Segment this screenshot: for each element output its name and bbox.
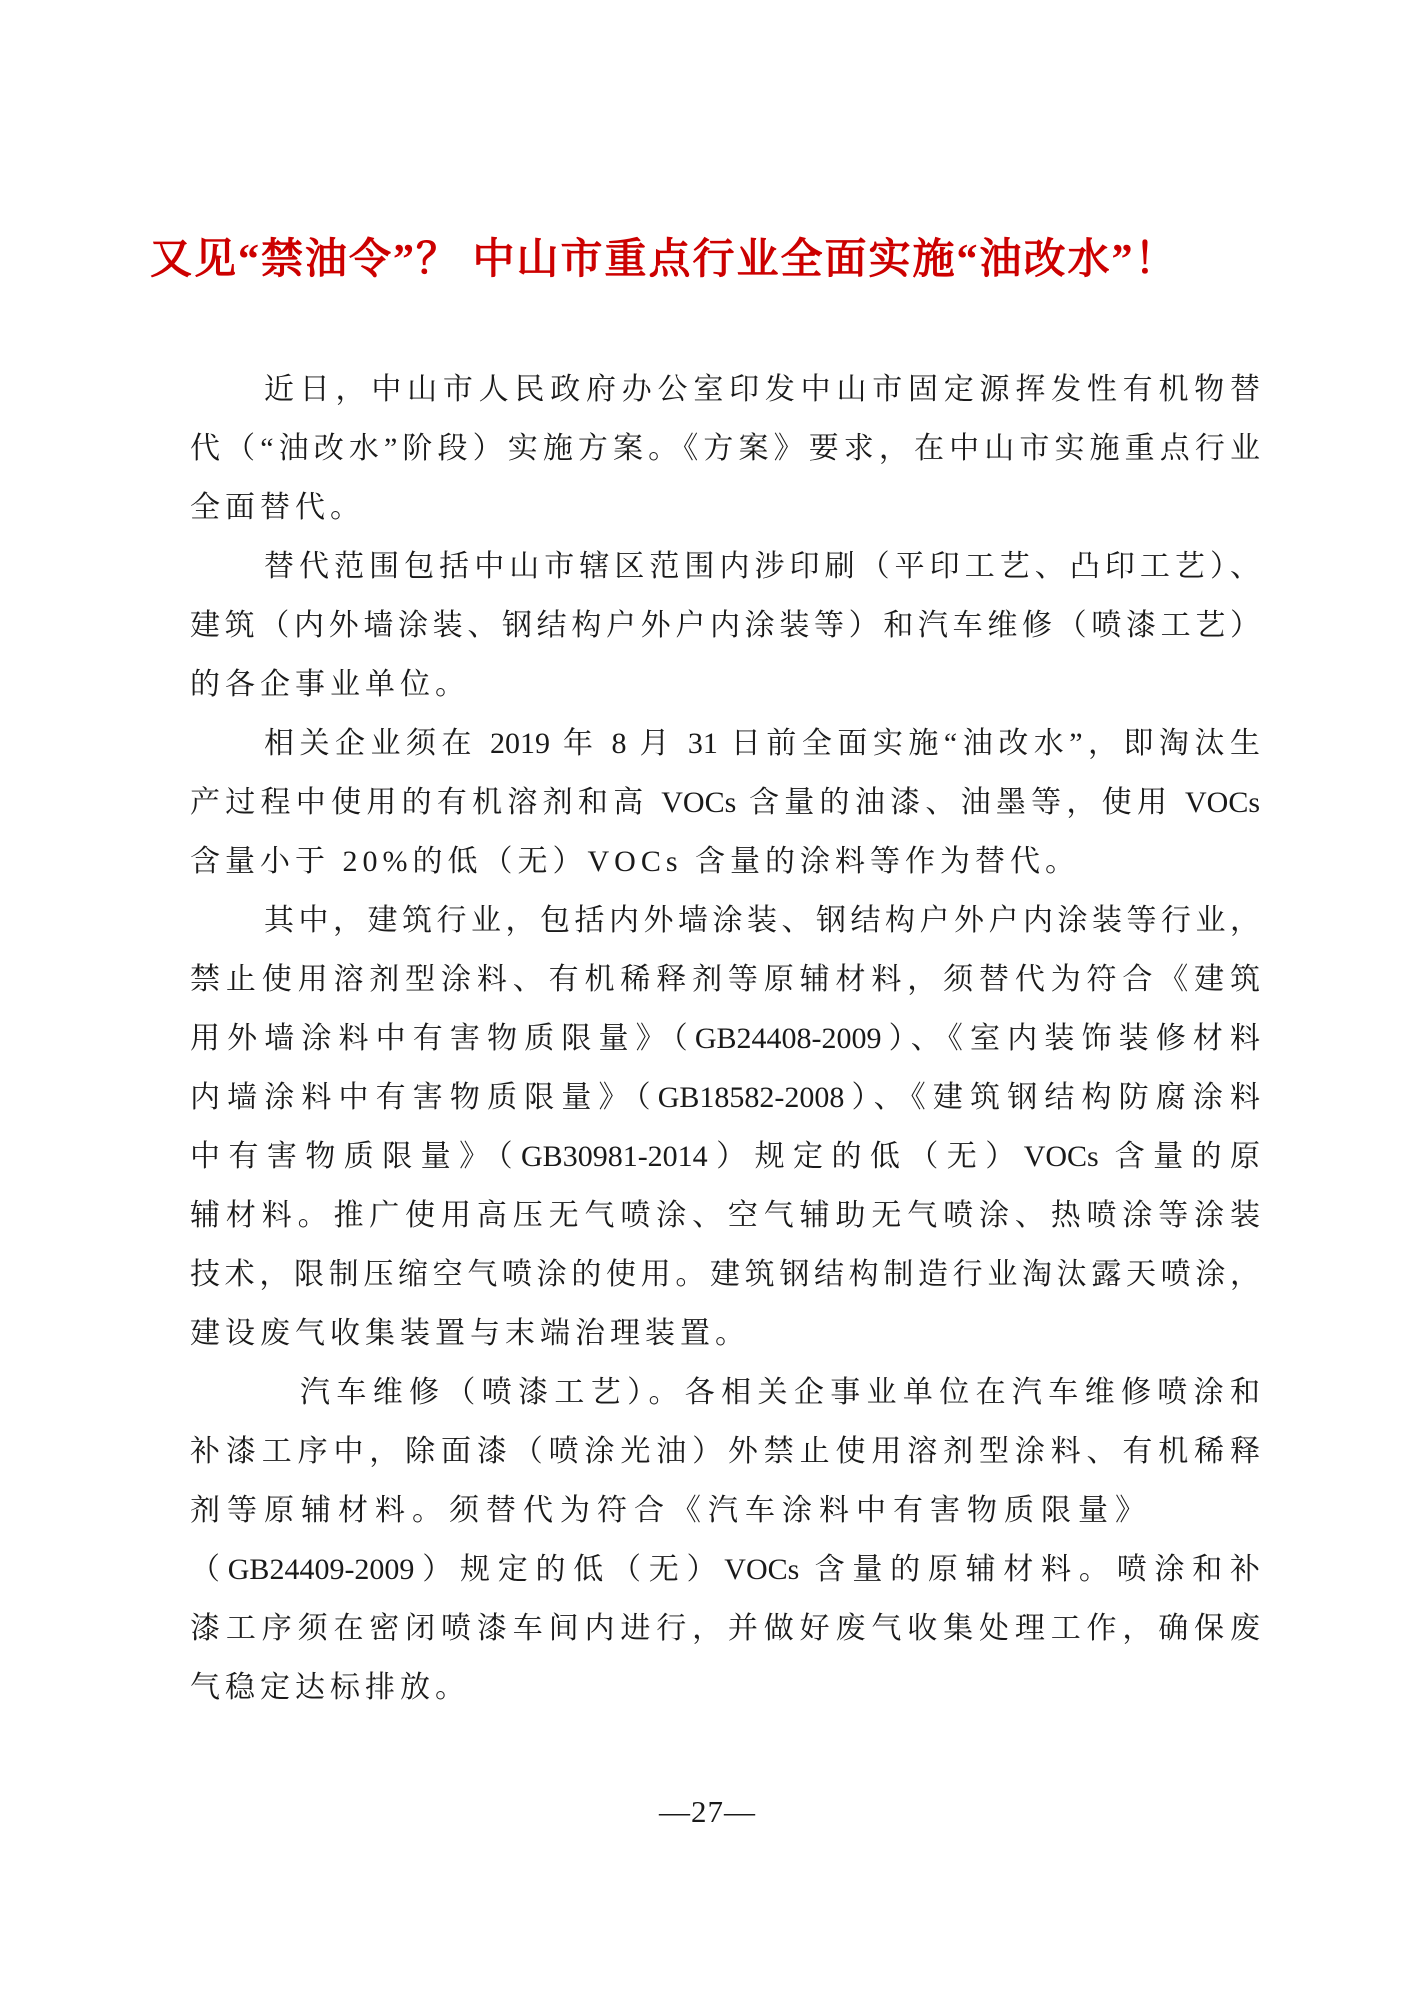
text-line: 的各企事业单位。 [190,668,470,701]
text-line: 补漆工序中，除面漆（喷涂光油）外禁止使用溶剂型涂料、有机稀释 [190,1435,1260,1468]
text-line: 近日，中山市人民政府办公室印发中山市固定源挥发性有机物替 [264,373,1260,406]
text-line: 产过程中使用的有机溶剂和高 VOCs 含量的油漆、油墨等，使用 VOCs [190,786,1260,819]
text-line: 其中，建筑行业，包括内外墙涂装、钢结构户外户内涂装等行业， [264,904,1260,937]
text-line: 辅材料。推广使用高压无气喷涂、空气辅助无气喷涂、热喷涂等涂装 [190,1199,1260,1232]
text-line: 相关企业须在 2019 年 8 月 31 日前全面实施“油改水”，即淘汰生 [264,727,1260,760]
article-body [190,360,1260,1717]
paragraph [190,537,1260,714]
page-title: 又见“禁油令”？ 中山市重点行业全面实施“油改水”！ [150,237,1179,283]
text-line: 气稳定达标排放。 [190,1671,470,1704]
text-line: 用外墙涂料中有害物质限量》（GB24408-2009）、《室内装饰装修材料 [190,1022,1260,1055]
paragraph [190,714,1260,891]
text-line: 中有害物质限量》（GB30981-2014）规定的低（无）VOCs 含量的原 [190,1140,1260,1173]
text-line: 汽车维修（喷漆工艺）。各相关企事业单位在汽车维修喷涂和 [300,1376,1260,1409]
text-line: 内墙涂料中有害物质限量》（GB18582-2008）、《建筑钢结构防腐涂料 [190,1081,1260,1114]
page-number: —27— [659,1794,756,1829]
text-line: 建筑（内外墙涂装、钢结构户外户内涂装等）和汽车维修（喷漆工艺） [190,609,1260,642]
text-line: 禁止使用溶剂型涂料、有机稀释剂等原辅材料，须替代为符合《建筑 [190,963,1260,996]
paragraph [190,1363,1260,1717]
text-line: 全面替代。 [190,491,365,524]
text-line: 含量小于 20%的低（无）VOCs 含量的涂料等作为替代。 [190,845,1081,878]
text-line: 漆工序须在密闭喷漆车间内进行，并做好废气收集处理工作，确保废 [190,1612,1260,1645]
paragraph [190,891,1260,1363]
text-line: 剂等原辅材料。须替代为符合《汽车涂料中有害物质限量》 [190,1494,1152,1527]
text-line: （GB24409-2009）规定的低（无）VOCs 含量的原辅材料。喷涂和补 [190,1553,1260,1586]
text-line: 代（“油改水”阶段）实施方案。《方案》要求，在中山市实施重点行业 [190,432,1260,465]
text-line: 替代范围包括中山市辖区范围内涉印刷（平印工艺、凸印工艺）、 [264,550,1260,583]
text-line: 建设废气收集装置与末端治理装置。 [190,1317,750,1350]
paragraph [190,360,1260,537]
text-line: 技术，限制压缩空气喷涂的使用。建筑钢结构制造行业淘汰露天喷涂， [190,1258,1260,1291]
